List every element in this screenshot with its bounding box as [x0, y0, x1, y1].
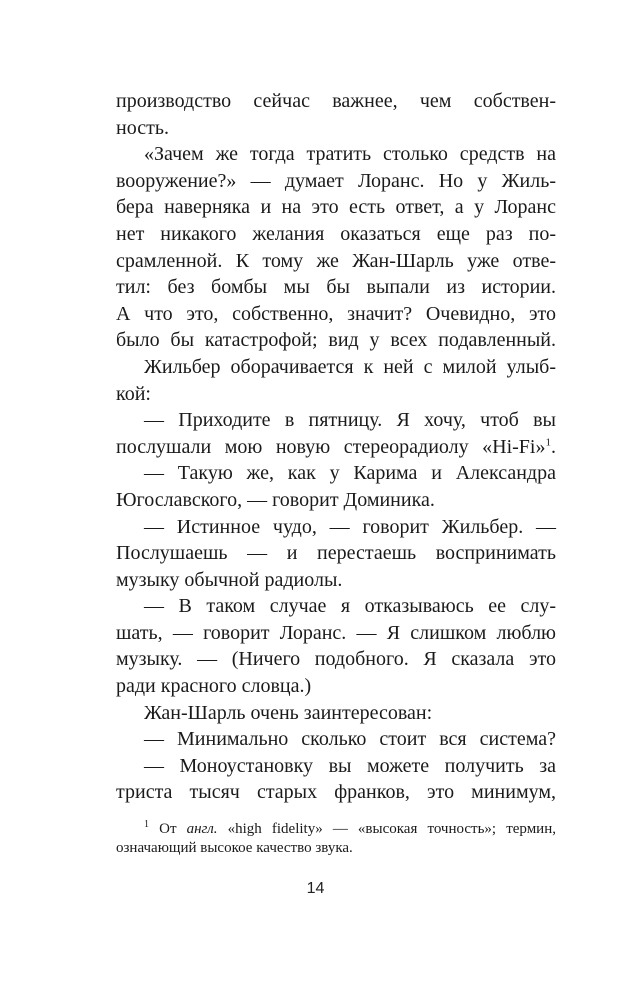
footnote-prefix: От [159, 821, 187, 837]
text-line: — Такую же, как у Карима и Александра [144, 462, 556, 485]
footnote-italic: англ. [186, 821, 218, 837]
text-line: — Истинное чудо, — говорит Жильбер. — [144, 515, 556, 538]
text-line: шать, — говорит Лоранс. — Я слишком люблю [116, 621, 556, 644]
footnote-line [116, 820, 556, 839]
text-line: кой: [116, 382, 151, 405]
text-line: тил: без бомбы мы бы выпали из истории. [116, 276, 556, 299]
text-line: Жильбер оборачивается к ней с милой улыб- [144, 355, 556, 378]
text-line: срамленной. К тому же Жан-Шарль уже отве- [116, 249, 556, 272]
text-line: бера наверняка и на это есть ответ, а у Лоранс [116, 196, 556, 219]
text-line: триста тысяч старых франков, это минимум, [116, 781, 556, 804]
text-line: нет никакого желания оказаться еще раз по- [116, 222, 556, 245]
page-body [116, 88, 556, 806]
text-line: послушали мою новую стереорадиолу «Hi-Fi»$^1$. [116, 435, 556, 458]
text-line: ность. [116, 116, 169, 139]
text-line: «Зачем же тогда тратить столько средств на [144, 143, 556, 166]
footnote [116, 820, 556, 858]
text-line: А что это, собственно, значит? Очевидно, это [116, 302, 556, 325]
text-line: — Моноустановку вы можете получить за [144, 754, 556, 777]
text-line: — Минимально сколько стоит вся система? [144, 728, 556, 751]
footnote-line: означающий высокое качество звука. [116, 840, 353, 856]
text-line: производство сейчас важнее, чем собствен- [116, 90, 556, 112]
text-line: вооружение?» — думает Лоранс. Но у Жиль- [116, 169, 556, 192]
text-line: — Приходите в пятницу. Я хочу, чтоб вы [144, 409, 556, 432]
page-number: 14 [306, 880, 325, 897]
text-line: музыку. — (Ничего подобного. Я сказала это [116, 648, 556, 671]
text-line-body: послушали мою новую стереорадиолу «Hi-Fi» [116, 435, 546, 458]
footnote-rest: «high fidelity» — «высокая точность»; термин, [217, 821, 556, 837]
text-line: — В таком случае я отказываюсь ее слу- [144, 595, 556, 618]
text-line: ради красного словца.) [116, 675, 312, 698]
text-line: Жан-Шарль очень заинтересован: [144, 701, 433, 724]
footnote-reference: 1 [545, 436, 551, 449]
text-line: было бы катастрофой; вид у всех подавленный. [116, 329, 556, 352]
footnote-marker: 1 [144, 819, 149, 830]
text-line: Послушаешь — и перестаешь воспринимать [116, 542, 556, 565]
text-line: музыку обычной радиолы. [116, 568, 343, 591]
text-line: Югославского, — говорит Доминика. [116, 488, 435, 511]
